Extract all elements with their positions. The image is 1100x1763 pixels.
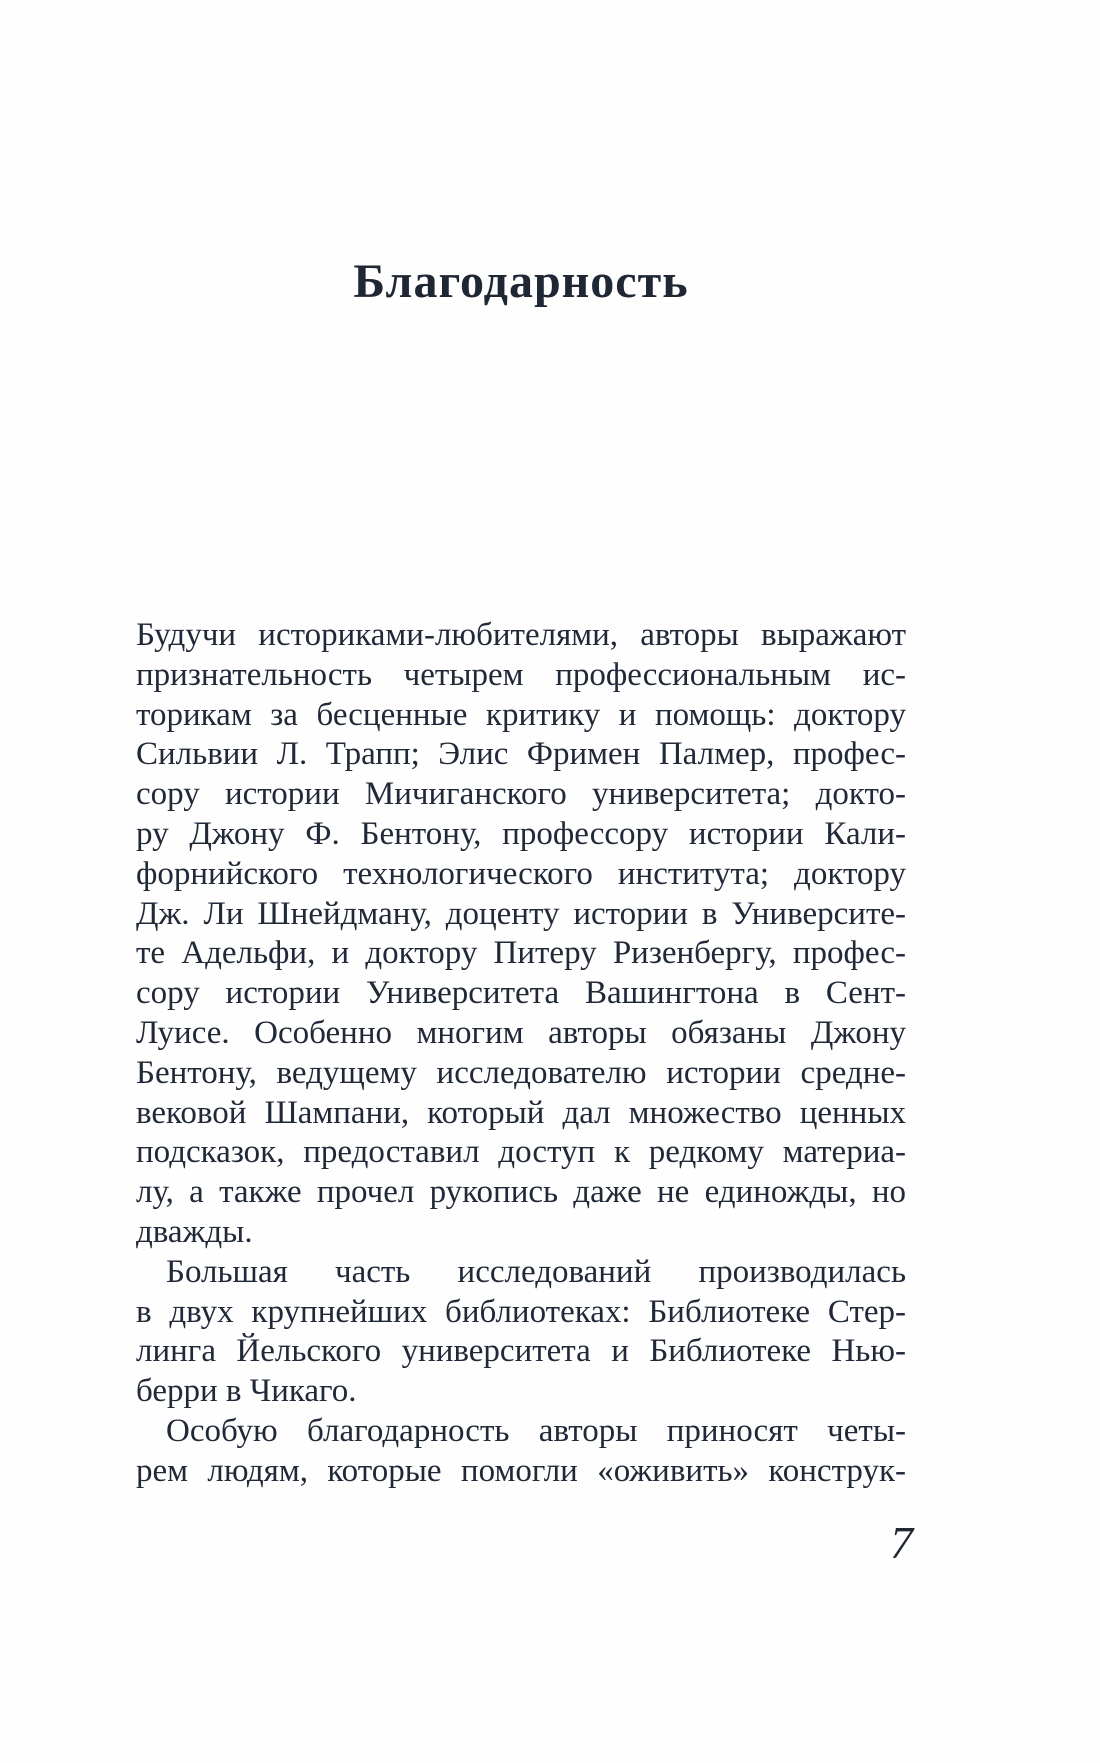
- text-line: рем людям, которые помогли «оживить» конструк-: [136, 1452, 906, 1489]
- text-line: Луисе. Особенно многим авторы обязаны Джону: [136, 1014, 906, 1051]
- text-line: Будучи историками-любителями, авторы выражают: [136, 617, 906, 653]
- chapter-title: Благодарность: [353, 255, 689, 309]
- text-line: линга Йельского университета и Библиотеке Нью-: [136, 1333, 906, 1370]
- text-line: сору истории Университета Вашингтона в Сент-: [136, 975, 906, 1012]
- text-line: лу, а также прочел рукопись даже не единожды, но: [136, 1174, 906, 1211]
- text-line: Дж. Ли Шнейдману, доценту истории в Университе-: [136, 895, 906, 932]
- text-line: сору истории Мичиганского университета; докто-: [136, 776, 906, 813]
- text-line: подсказок, предоставил доступ к редкому материа-: [136, 1134, 906, 1171]
- page-number: 7: [890, 1517, 913, 1568]
- text-line: берри в Чикаго.: [136, 1373, 357, 1410]
- text-line: торикам за бесценные критику и помощь: доктору: [136, 696, 906, 733]
- text-line: признательность четырем профессиональным ис-: [136, 656, 906, 693]
- body-text: [136, 616, 906, 1492]
- text-line: вековой Шампани, который дал множество ценных: [136, 1094, 906, 1131]
- text-line: дважды.: [136, 1213, 253, 1250]
- text-line: в двух крупнейших библиотеках: Библиотеке Стер-: [136, 1293, 906, 1330]
- text-line: Особую благодарность авторы приносят четы-: [166, 1412, 906, 1449]
- text-line: форнийского технологического института; доктору: [136, 855, 906, 892]
- text-line: те Адельфи, и доктору Питеру Ризенбергу, профес-: [136, 935, 906, 972]
- text-line: ру Джону Ф. Бентону, профессору истории Кали-: [136, 815, 906, 852]
- text-line: Большая часть исследований производилась: [166, 1253, 906, 1290]
- text-line: Сильвии Л. Трапп; Элис Фримен Палмер, профес-: [136, 736, 906, 773]
- text-line: Бентону, ведущему исследователю истории средне-: [136, 1054, 906, 1091]
